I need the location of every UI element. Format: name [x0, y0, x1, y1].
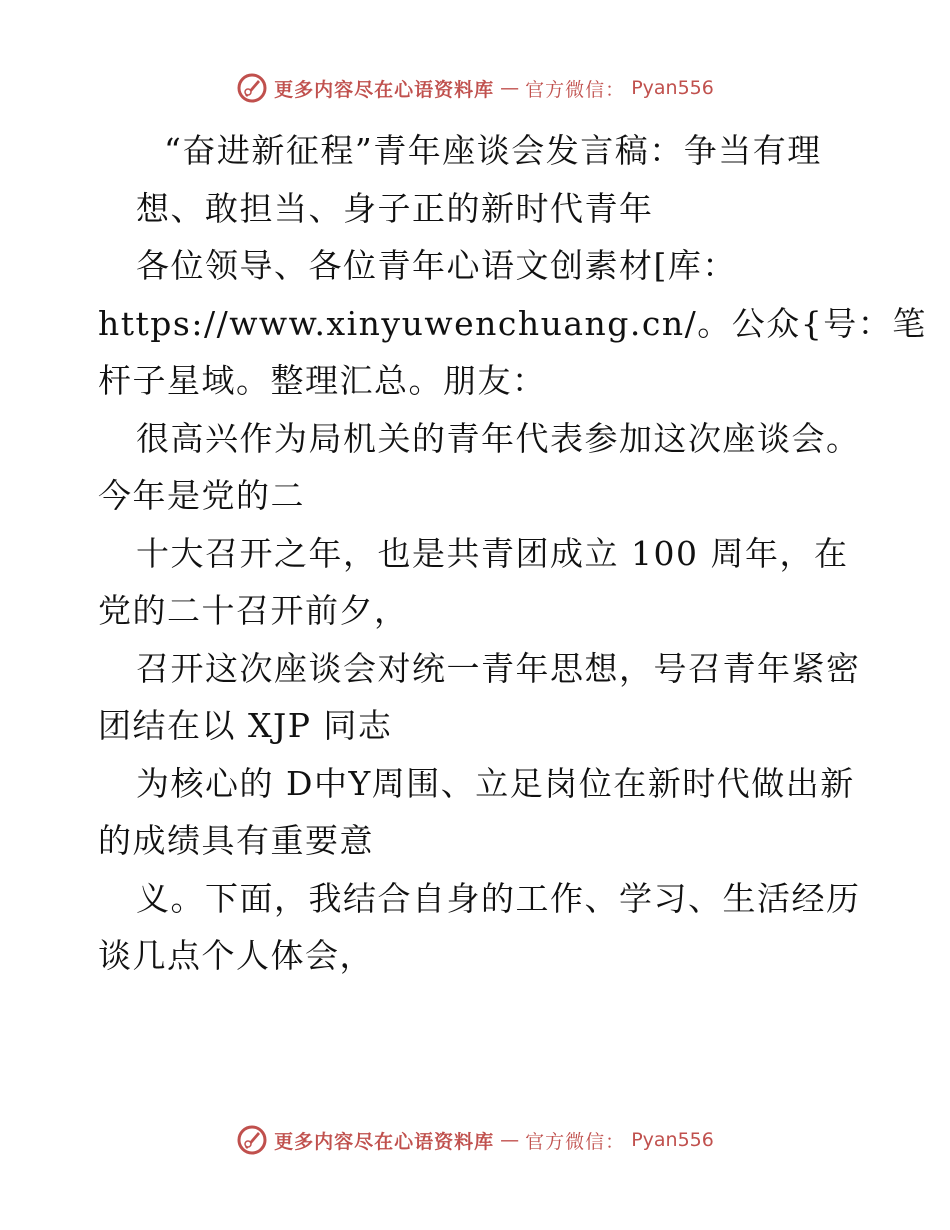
- quill-seal-logo-icon: [236, 1124, 268, 1156]
- salutation-line-2: https://www.xinyuwenchuang.cn/。公众{号：笔: [98, 303, 927, 343]
- watermark-wechat-label: 官方微信：: [525, 1130, 626, 1153]
- watermark-dash: —: [500, 1129, 520, 1151]
- watermark-wechat-id: Pyan556: [631, 1129, 714, 1151]
- watermark-site-text: 更多内容尽在心语资料库: [274, 1130, 495, 1153]
- watermark-dash: —: [500, 77, 520, 99]
- header-watermark: [0, 72, 950, 104]
- paragraph-line: 团结在以 XJP 同志: [98, 706, 393, 745]
- paragraph-line: 党的二十召开前夕，: [98, 591, 409, 630]
- paragraph-line: 很高兴作为局机关的青年代表参加这次座谈会。: [136, 418, 861, 458]
- paragraph-line: 今年是党的二: [98, 476, 305, 515]
- quill-seal-logo-icon: [236, 72, 268, 104]
- salutation-line-3: 杆子星域。整理汇总。朋友：: [98, 361, 547, 400]
- paragraph-line: 十大召开之年，也是共青团成立 100 周年，在: [136, 533, 849, 573]
- paragraph-line: 谈几点个人体会，: [98, 936, 374, 975]
- document-body: [98, 122, 927, 985]
- footer-watermark: [0, 1124, 950, 1156]
- watermark-wechat-id: Pyan556: [631, 77, 714, 99]
- salutation-line-1: 各位领导、各位青年心语文创素材[库：: [136, 246, 737, 285]
- title-line-2: 想、敢担当、身子正的新时代青年: [136, 188, 654, 228]
- watermark-site-text: 更多内容尽在心语资料库: [274, 78, 495, 101]
- title-line-1: “奋进新征程”青年座谈会发言稿：争当有理: [164, 131, 822, 170]
- watermark-wechat-label: 官方微信：: [525, 78, 626, 101]
- paragraph-line: 义。下面，我结合自身的工作、学习、生活经历: [136, 878, 861, 918]
- paragraph-line: 为核心的 D中Y周围、立足岗位在新时代做出新: [136, 763, 855, 803]
- paragraph-line: 召开这次座谈会对统一青年思想，号召青年紧密: [136, 648, 861, 688]
- paragraph-line: 的成绩具有重要意: [98, 821, 374, 860]
